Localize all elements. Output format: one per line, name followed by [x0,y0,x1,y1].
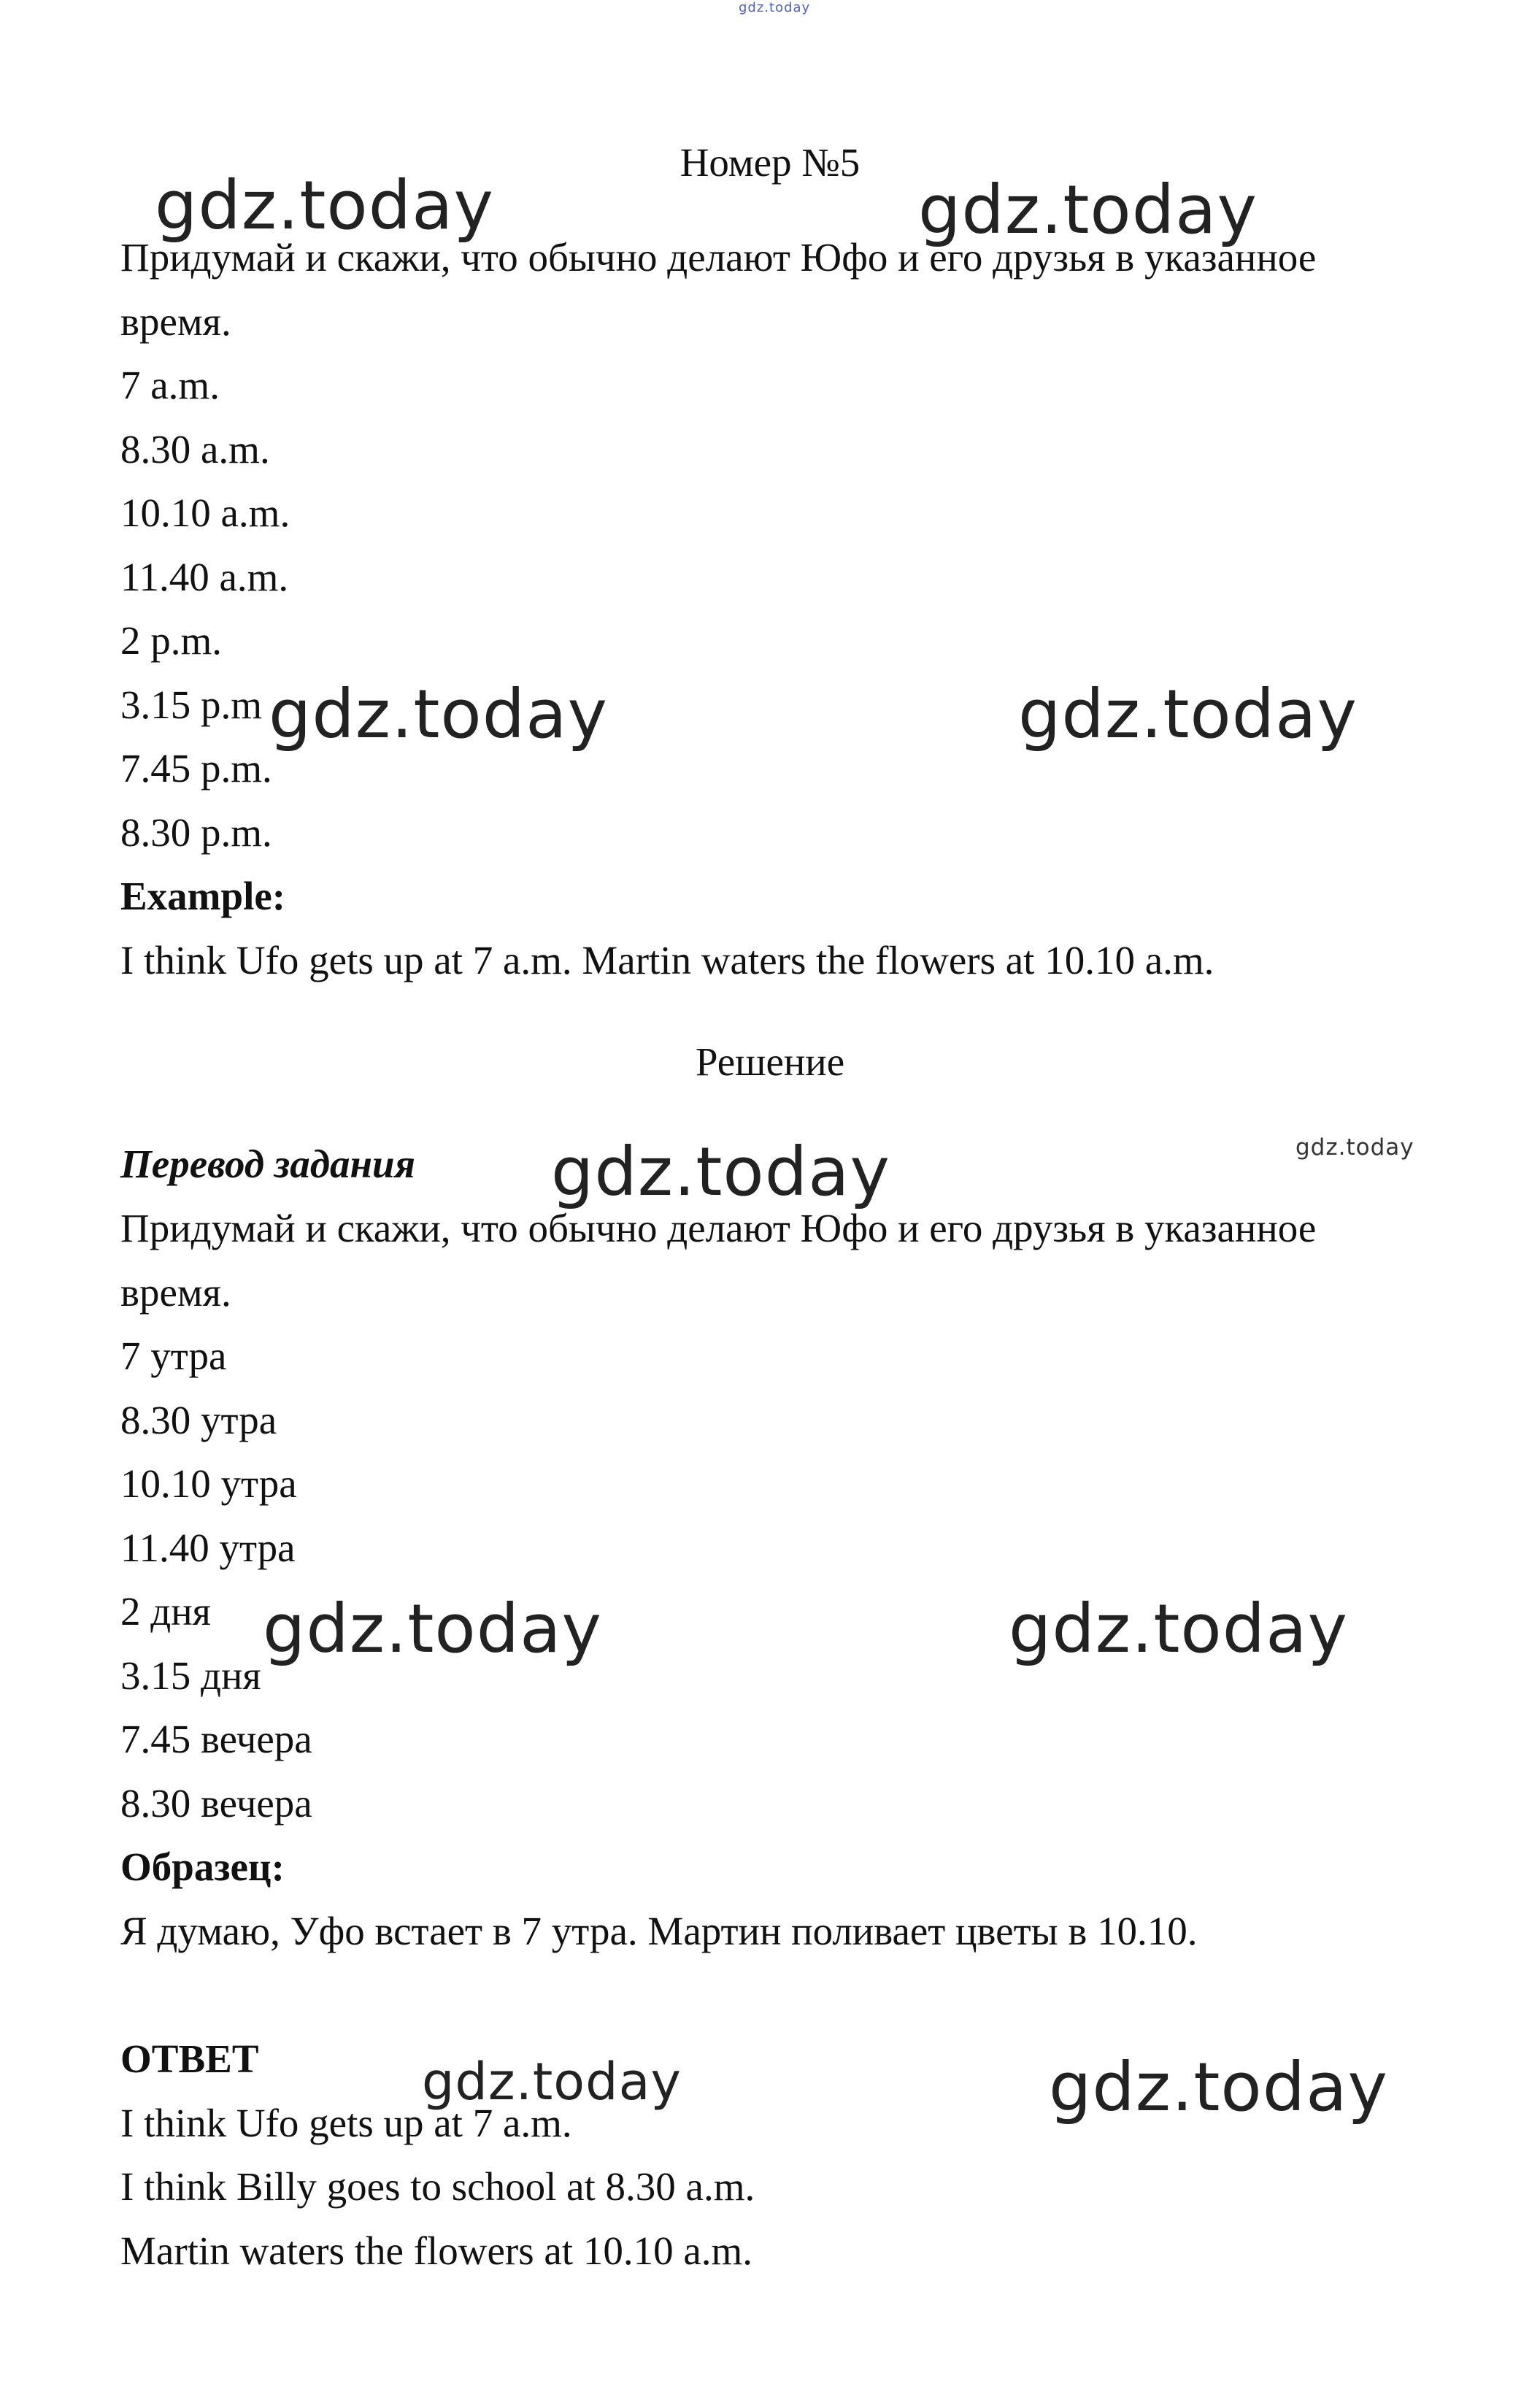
translation-time-item: 11.40 утра [120,1526,296,1570]
translation-time-item: 2 дня [120,1589,211,1634]
page-title: Номер №5 [679,140,861,185]
task-example-label: Example: [120,874,286,918]
task-time-item: 10.10 a.m. [120,491,290,535]
translation-time-item: 7 утра [120,1334,227,1378]
watermark-logo-small: gdz.today [1295,1134,1414,1161]
translation-time-item: 8.30 утра [120,1398,277,1442]
watermark-logo: gdz.today [155,166,494,245]
watermark-logo: gdz.today [1009,1590,1348,1668]
task-time-item: 11.40 a.m. [120,555,289,599]
translation-time-item: 7.45 вечера [120,1717,312,1761]
task-instruction-line-2: время. [120,299,231,344]
task-instruction-line-1: Придумай и скажи, что обычно делают Юфо и его друзья в указанное [120,235,1317,280]
answer-line: I think Billy goes to school at 8.30 a.m. [120,2164,755,2209]
watermark-logo: gdz.today [422,2052,682,2112]
translation-time-item: 10.10 утра [120,1461,297,1506]
task-time-item: 2 p.m. [120,618,223,663]
watermark-logo: gdz.today [918,171,1258,249]
translation-label: Перевод задания [120,1142,415,1186]
watermark-logo: gdz.today [551,1133,890,1211]
translation-example-text: Я думаю, Уфо встает в 7 утра. Мартин поливает цветы в 10.10. [120,1909,1198,1953]
watermark-logo: gdz.today [263,1590,602,1668]
translation-example-label: Образец: [120,1845,285,1889]
watermark-logo: gdz.today [1049,2048,1388,2126]
solution-heading: Решение [695,1039,845,1084]
task-example-text: I think Ufo gets up at 7 a.m. Martin waters the flowers at 10.10 a.m. [120,938,1214,982]
translation-time-item: 3.15 дня [120,1653,261,1698]
answer-line: Martin waters the flowers at 10.10 a.m. [120,2228,753,2273]
task-time-item: 7.45 p.m. [120,746,272,791]
answer-line: I think Ufo gets up at 7 a.m. [120,2101,572,2145]
translation-instruction-line-2: время. [120,1270,231,1315]
task-time-item: 7 a.m. [120,363,220,407]
task-time-item: 8.30 a.m. [120,427,270,472]
translation-time-item: 8.30 вечера [120,1781,312,1826]
task-time-item: 8.30 p.m. [120,810,272,855]
top-watermark: gdz.today [739,0,811,15]
translation-instruction-line-1: Придумай и скажи, что обычно делают Юфо и его друзья в указанное [120,1206,1317,1250]
task-time-item: 3.15 p.m [120,682,263,727]
watermark-logo: gdz.today [269,675,608,753]
answer-label: ОТВЕТ [120,2036,259,2081]
watermark-logo: gdz.today [1018,675,1358,753]
